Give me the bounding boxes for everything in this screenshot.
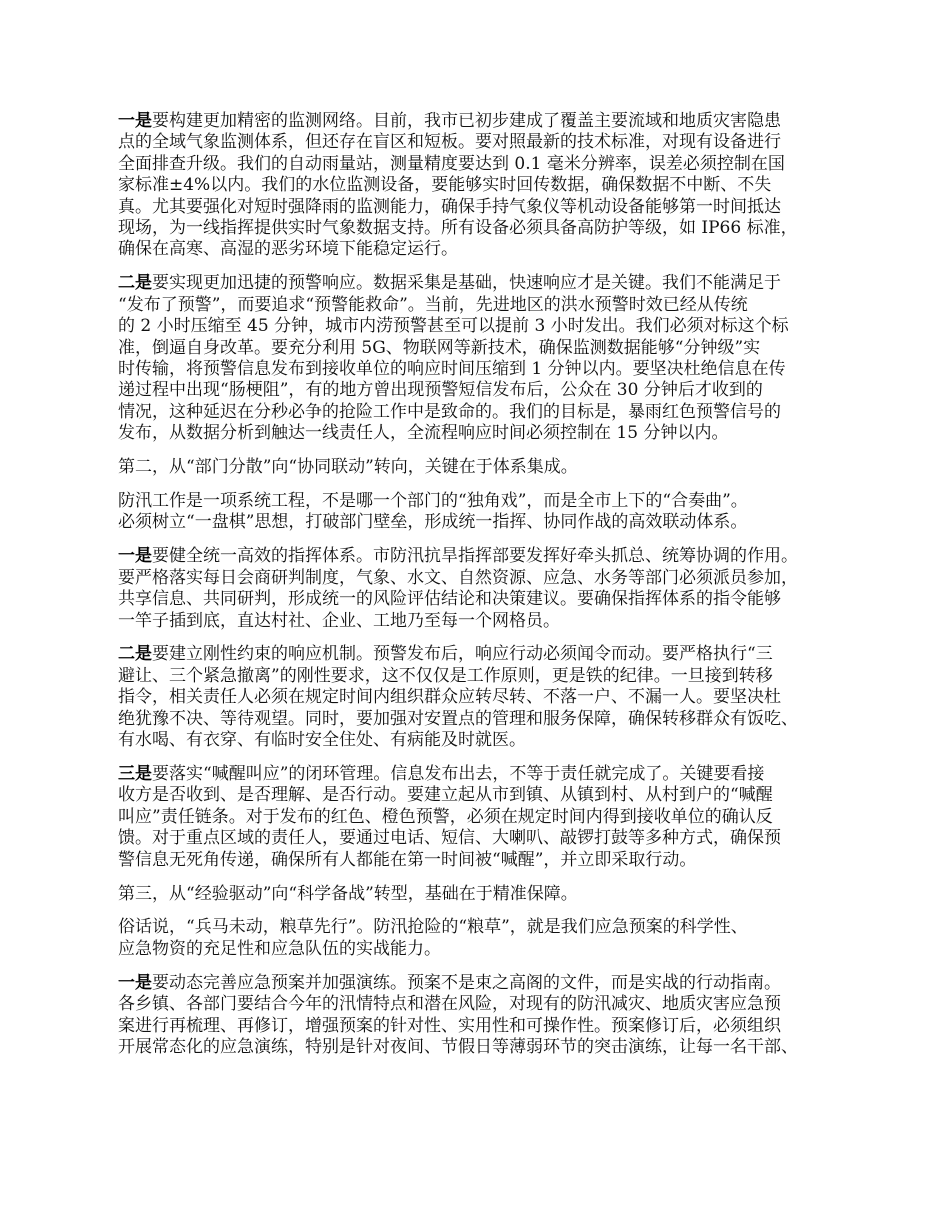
line-text: 递过程中出现“肠梗阻”，有的地方曾出现预警短信发布后，公众在 30 分钟后才收到的	[118, 380, 763, 401]
text-line	[118, 239, 843, 260]
text-line	[118, 589, 843, 610]
paragraph	[118, 973, 843, 1059]
line-text: 叫应”责任链条。对于发布的红色、橙色预警，必须在规定时间内得到接收单位的确认反	[118, 806, 773, 827]
line-text: 应急物资的充足性和应急队伍的实战能力。	[118, 938, 441, 959]
line-text: 收方是否收到、是否理解、是否行动。要建立起从市到镇、从镇到村、从村到户的“喊醒	[118, 785, 773, 806]
paragraph-lead-label: 一是	[118, 972, 152, 993]
text-line	[118, 709, 843, 730]
text-line	[118, 316, 843, 337]
text-line	[118, 295, 843, 316]
line-text: 有水喝、有衣穿、有临时安全住处、有病能及时就医。	[118, 730, 526, 751]
line-text: 一竿子插到底，直达村社、企业、工地乃至每一个网格员。	[118, 610, 560, 631]
text-line	[118, 828, 843, 849]
text-line	[118, 785, 843, 806]
line-text: 准，倒逼自身改革。要充分利用 5G、物联网等新技术，确保监测数据能够“分钟级”实	[118, 337, 761, 358]
text-line	[118, 1037, 843, 1058]
text-line	[118, 338, 843, 359]
line-text: 情况，这种延迟在分秒必争的抢险工作中是致命的。我们的目标是，暴雨红色预警信号的	[118, 401, 781, 422]
text-line	[118, 917, 843, 938]
text-line	[118, 154, 843, 175]
text-line	[118, 666, 843, 687]
text-line	[118, 884, 843, 905]
text-line	[118, 939, 843, 960]
document-page	[118, 111, 843, 1071]
text-line	[118, 568, 843, 589]
text-line	[118, 512, 843, 533]
paragraph	[118, 491, 843, 534]
line-text: 避让、三个紧急撤离”的刚性要求，这不仅仅是工作原则，更是铁的纪律。一旦接到转移	[118, 665, 773, 686]
line-text: 的 2 小时压缩至 45 分钟，城市内涝预警甚至可以提前 3 小时发出。我们必须对标这个标	[118, 316, 789, 337]
line-text: 案进行再梳理、再修订，增强预案的针对性、实用性和可操作性。预案修订后，必须组织	[118, 1015, 781, 1036]
line-text: 家标准±4%以内。我们的水位监测设备，要能够实时回传数据，确保数据不中断、不失	[118, 175, 772, 196]
text-line	[118, 973, 843, 994]
text-line	[118, 764, 843, 785]
text-line	[118, 1016, 843, 1037]
line-text: 时传输，将预警信息发布到接收单位的响应时间压缩到 1 分钟以内。要坚决杜绝信息在传	[118, 358, 786, 379]
line-text: 要健全统一高效的指挥体系。市防汛抗旱指挥部要发挥好牵头抓总、统筹协调的作用。	[152, 546, 798, 567]
text-line	[118, 132, 843, 153]
paragraph-lead-label: 二是	[118, 644, 152, 665]
line-text: 真。尤其要强化对短时强降雨的监测能力，确保手持气象仪等机动设备能够第一时间抵达	[118, 196, 781, 217]
line-text: 要动态完善应急预案并加强演练。预案不是束之高阁的文件，而是实战的行动指南。	[152, 972, 781, 993]
line-text: 全面排查升级。我们的自动雨量站，测量精度要达到 0.1 毫米分辨率，误差必须控制在国	[118, 153, 785, 174]
paragraph-lead-label: 一是	[118, 111, 152, 131]
text-line	[118, 730, 843, 751]
paragraph-lead-label: 三是	[118, 763, 152, 784]
line-text: 要严格落实每日会商研判制度，气象、水文、自然资源、应急、水务等部门必须派员参加，	[118, 567, 798, 588]
text-line	[118, 611, 843, 632]
text-line	[118, 457, 843, 478]
line-text: 要落实“喊醒叫应”的闭环管理。信息发布出去，不等于责任就完成了。关键要看接	[152, 763, 765, 784]
line-text: 俗话说，“兵马未动，粮草先行”。防汛抢险的“粮草”，就是我们应急预案的科学性、	[118, 917, 748, 938]
line-text: 要构建更加精密的监测网络。目前，我市已初步建成了覆盖主要流域和地质灾害隐患	[152, 111, 781, 131]
text-line	[118, 423, 843, 444]
paragraph	[118, 884, 843, 905]
line-text: “发布了预警”，而要追求“预警能救命”。当前，先进地区的洪水预警时效已经从传统	[118, 294, 748, 315]
text-line	[118, 175, 843, 196]
text-line	[118, 491, 843, 512]
paragraph	[118, 273, 843, 444]
line-text: 第二，从“部门分散”向“协同联动”转向，关键在于体系集成。	[118, 457, 578, 478]
line-text: 指令，相关责任人必须在规定时间内组织群众应转尽转、不落一户、不漏一人。要坚决杜	[118, 687, 781, 708]
line-text: 各乡镇、各部门要结合今年的汛情特点和潜在风险，对现有的防汛减灾、地质灾害应急预	[118, 994, 781, 1015]
paragraph	[118, 111, 843, 261]
line-text: 共享信息、共同研判，形成统一的风险评估结论和决策建议。要确保指挥体系的指令能够	[118, 589, 781, 610]
paragraph	[118, 457, 843, 478]
line-text: 防汛工作是一项系统工程，不是哪一个部门的“独角戏”，而是全市上下的“合奏曲”。	[118, 491, 748, 511]
text-line	[118, 807, 843, 828]
text-line	[118, 644, 843, 665]
text-line	[118, 850, 843, 871]
text-line	[118, 380, 843, 401]
paragraph	[118, 764, 843, 871]
line-text: 现场，为一线指挥提供实时气象数据支持。所有设备必须具备高防护等级，如 IP66 标准，	[118, 218, 798, 239]
paragraph-lead-label: 二是	[118, 273, 152, 294]
text-line	[118, 359, 843, 380]
line-text: 必须树立“一盘棋”思想，打破部门壁垒，形成统一指挥、协同作战的高效联动体系。	[118, 512, 748, 533]
text-line	[118, 273, 843, 294]
text-line	[118, 994, 843, 1015]
paragraph-lead-label: 一是	[118, 546, 152, 567]
line-text: 第三，从“经验驱动”向“科学备战”转型，基础在于精准保障。	[118, 883, 578, 904]
text-line	[118, 197, 843, 218]
paragraph	[118, 917, 843, 960]
text-line	[118, 218, 843, 239]
line-text: 确保在高寒、高湿的恶劣环境下能稳定运行。	[118, 239, 458, 260]
text-line	[118, 111, 843, 132]
line-text: 警信息无死角传递，确保所有人都能在第一时间被“喊醒”，并立即采取行动。	[118, 849, 697, 870]
text-line	[118, 687, 843, 708]
line-text: 馈。对于重点区域的责任人，要通过电话、短信、大喇叭、敲锣打鼓等多种方式，确保预	[118, 828, 781, 849]
text-line	[118, 402, 843, 423]
paragraph	[118, 546, 843, 632]
line-text: 发布，从数据分析到触达一线责任人，全流程响应时间必须控制在 15 分钟以内。	[118, 423, 729, 444]
line-text: 要建立刚性约束的响应机制。预警发布后，响应行动必须闻令而动。要严格执行“三	[152, 644, 773, 665]
text-line	[118, 546, 843, 567]
paragraph	[118, 644, 843, 751]
line-text: 点的全域气象监测体系，但还存在盲区和短板。要对照最新的技术标准，对现有设备进行	[118, 132, 781, 153]
line-text: 开展常态化的应急演练，特别是针对夜间、节假日等薄弱环节的突击演练，让每一名干部、	[118, 1036, 798, 1057]
line-text: 绝犹豫不决、等待观望。同时，要加强对安置点的管理和服务保障，确保转移群众有饭吃、	[118, 708, 798, 729]
line-text: 要实现更加迅捷的预警响应。数据采集是基础，快速响应才是关键。我们不能满足于	[152, 273, 781, 294]
